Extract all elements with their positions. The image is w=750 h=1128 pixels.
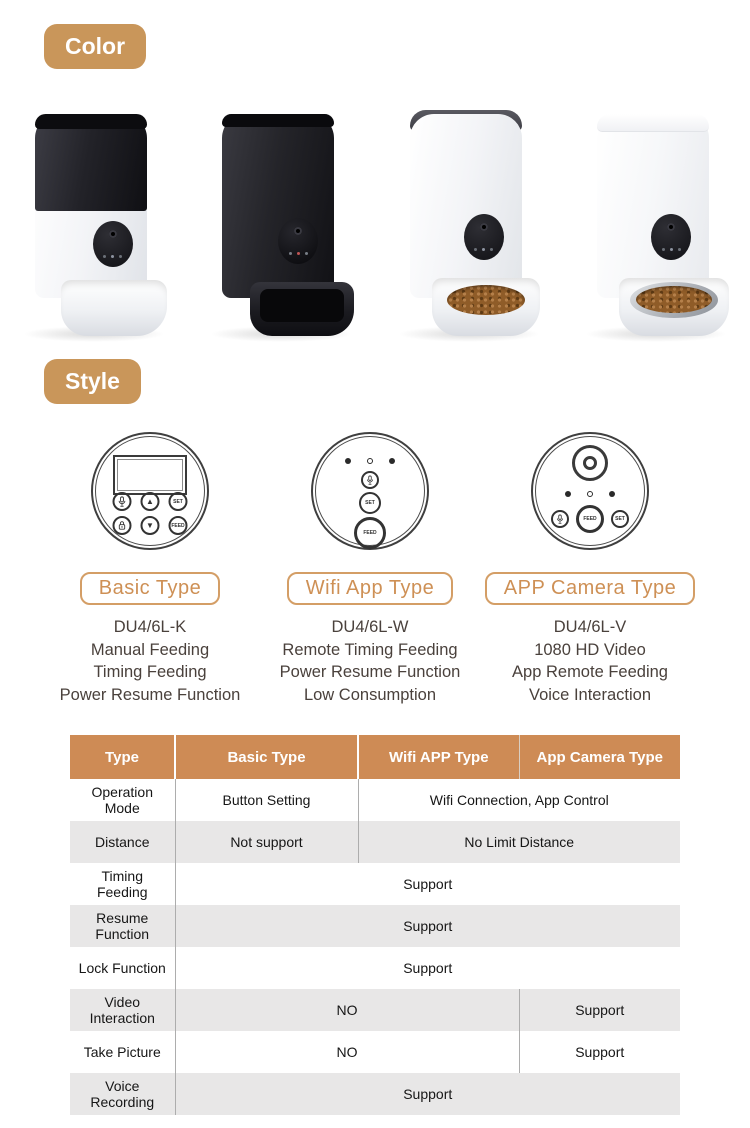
basic-panel-diagram bbox=[91, 432, 209, 550]
style-section bbox=[40, 432, 700, 706]
feature-line: Timing Feeding bbox=[93, 663, 207, 681]
type-label-wifi: Wifi App Type bbox=[287, 572, 453, 605]
table-cell: Support bbox=[519, 989, 680, 1031]
feeder-body bbox=[597, 114, 709, 298]
pet-food bbox=[636, 286, 712, 313]
comparison-table bbox=[70, 735, 680, 1115]
table-row bbox=[70, 1073, 680, 1115]
model-number: DU4/6L-V bbox=[553, 618, 627, 636]
feed-button: FEED bbox=[354, 517, 386, 549]
feeder-bowl bbox=[432, 278, 540, 336]
button-grid bbox=[113, 492, 188, 535]
table-cell: Support bbox=[403, 960, 453, 976]
table-row bbox=[70, 905, 680, 947]
down-arrow-icon: ▼ bbox=[141, 516, 160, 535]
table-cell: Wifi Connection, App Control bbox=[429, 792, 609, 808]
up-arrow-icon: ▲ bbox=[141, 492, 160, 511]
feeder-bowl bbox=[250, 282, 354, 336]
model-number: DU4/6L-K bbox=[113, 618, 187, 636]
status-dots bbox=[345, 458, 395, 464]
column-header: Basic Type bbox=[175, 735, 358, 779]
product-photo-white-dark-lid bbox=[375, 96, 563, 348]
column-header: Wifi APP Type bbox=[358, 735, 519, 779]
table-cell: Support bbox=[175, 1073, 680, 1115]
set-button: SET bbox=[611, 510, 629, 528]
feature-line: Low Consumption bbox=[303, 685, 437, 704]
feeder-body bbox=[410, 114, 522, 298]
row-label: Timing Feeding bbox=[70, 863, 175, 905]
feed-button: FEED bbox=[576, 505, 604, 533]
table-row bbox=[70, 947, 680, 989]
feeder-body bbox=[222, 114, 334, 298]
table-row bbox=[70, 1031, 680, 1073]
feature-line: Power Resume Function bbox=[279, 663, 461, 681]
table-cell: Support bbox=[175, 905, 680, 947]
table-cell: Not support bbox=[175, 821, 358, 863]
lcd-screen bbox=[113, 455, 187, 495]
model-number: DU4/6L-W bbox=[331, 618, 409, 636]
row-label: Voice Recording bbox=[70, 1073, 175, 1115]
style-column-basic bbox=[40, 432, 260, 706]
description-wifi bbox=[280, 616, 461, 706]
feature-line: 1080 HD Video bbox=[534, 640, 646, 659]
feeder-bowl bbox=[61, 280, 167, 336]
table-cell: No Limit Distance bbox=[358, 821, 680, 863]
table-row bbox=[70, 779, 680, 821]
row-label: Video Interaction bbox=[70, 989, 175, 1031]
mic-icon bbox=[551, 510, 569, 528]
feeder-bowl bbox=[619, 278, 729, 336]
row-label: Resume Function bbox=[70, 905, 175, 947]
type-label-camera: APP Camera Type bbox=[485, 572, 695, 605]
table-cell: Support bbox=[575, 1044, 625, 1060]
color-section-badge: Color bbox=[44, 24, 146, 69]
set-button: SET bbox=[359, 492, 381, 514]
row-label: Operation Mode bbox=[70, 779, 175, 821]
table-row bbox=[70, 989, 680, 1031]
product-photo-smoked-hopper bbox=[0, 96, 188, 348]
steel-bowl bbox=[630, 282, 718, 318]
feed-button: FEED bbox=[169, 516, 188, 535]
color-variants-row bbox=[0, 96, 750, 348]
description-camera bbox=[512, 616, 668, 706]
feeder-control-panel bbox=[278, 218, 318, 264]
row-label: Take Picture bbox=[70, 1031, 175, 1073]
table-cell: NO bbox=[175, 1031, 519, 1073]
camera-panel-diagram bbox=[531, 432, 649, 550]
column-header: App Camera Type bbox=[519, 735, 680, 779]
column-header: Type bbox=[70, 735, 175, 779]
feeder-control-panel bbox=[651, 214, 691, 260]
description-basic bbox=[60, 616, 241, 706]
feeder-hopper bbox=[35, 114, 147, 211]
feature-line: Manual Feeding bbox=[90, 640, 210, 659]
button-row bbox=[551, 505, 629, 533]
row-label: Distance bbox=[70, 821, 175, 863]
feature-line: Power Resume Function bbox=[59, 685, 241, 704]
feeder-control-panel bbox=[464, 214, 504, 260]
product-photo-white-steel-bowl bbox=[563, 96, 750, 348]
button-stack bbox=[354, 471, 386, 549]
feature-line: Voice Interaction bbox=[529, 685, 651, 704]
feature-line: Remote Timing Feeding bbox=[282, 640, 458, 659]
style-column-wifi bbox=[260, 432, 480, 706]
style-column-camera bbox=[480, 432, 700, 706]
status-dots bbox=[565, 491, 615, 497]
mic-icon bbox=[113, 492, 132, 511]
camera-lens-icon bbox=[572, 445, 608, 481]
table-row bbox=[70, 863, 680, 905]
feature-line: App Remote Feeding bbox=[512, 663, 668, 681]
wifi-panel-diagram bbox=[311, 432, 429, 550]
table-header-row bbox=[70, 735, 680, 779]
product-photo-black bbox=[188, 96, 376, 348]
style-section-badge: Style bbox=[44, 359, 141, 404]
table-row bbox=[70, 821, 680, 863]
mic-icon bbox=[361, 471, 379, 489]
table-cell: Button Setting bbox=[175, 779, 358, 821]
set-button: SET bbox=[169, 492, 188, 511]
row-label: Lock Function bbox=[70, 947, 175, 989]
lock-icon bbox=[113, 516, 132, 535]
table-cell: Support bbox=[403, 876, 453, 892]
table-cell: NO bbox=[175, 989, 519, 1031]
pet-food bbox=[447, 285, 525, 315]
type-label-basic: Basic Type bbox=[80, 572, 220, 605]
feeder-control-panel bbox=[93, 221, 133, 267]
